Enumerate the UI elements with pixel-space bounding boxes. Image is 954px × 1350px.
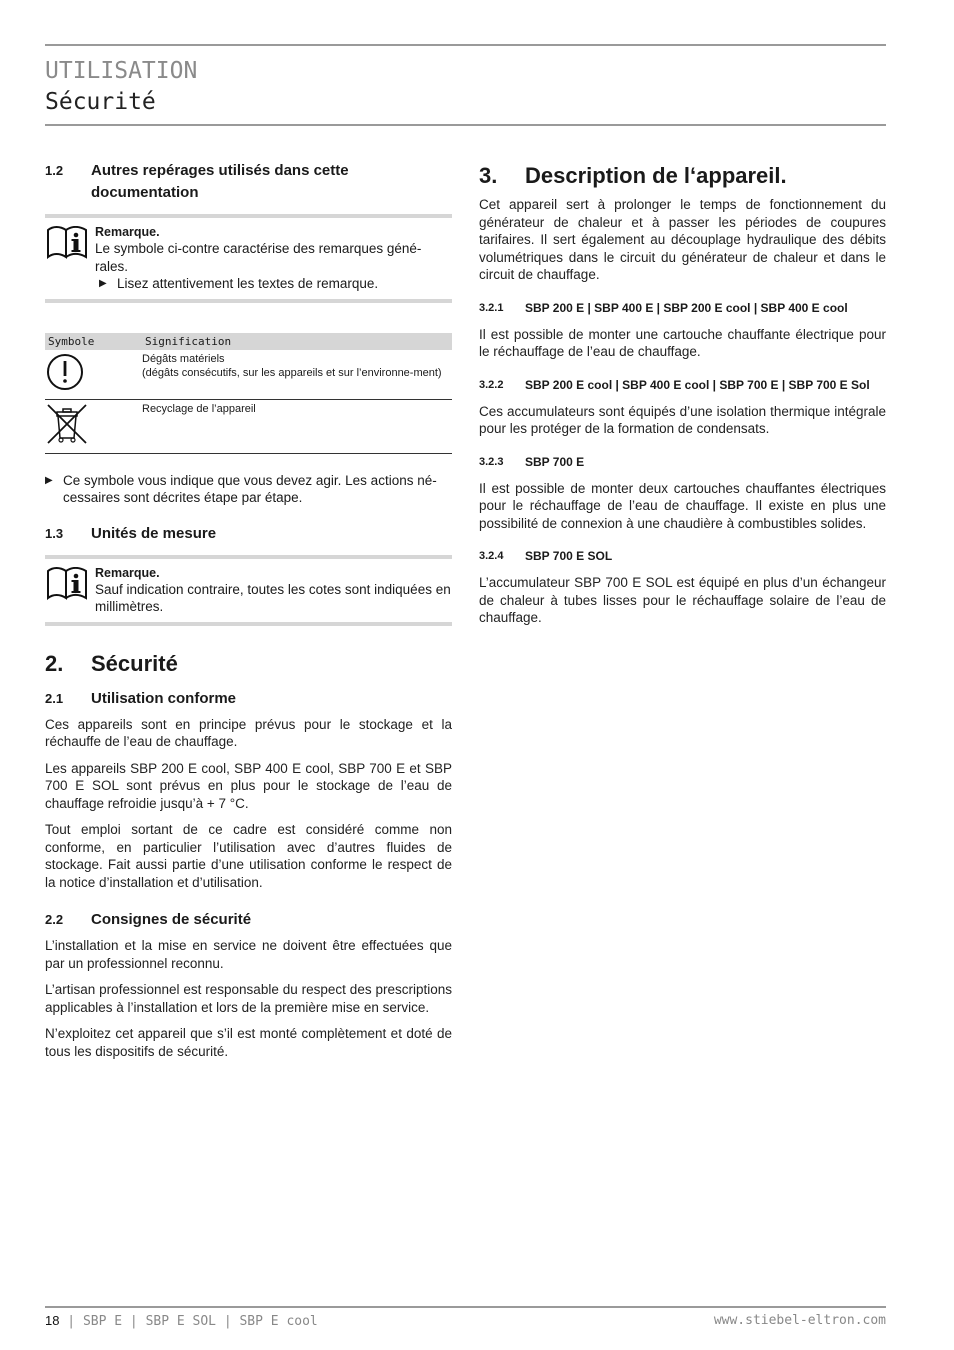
heading-3-2-1: [479, 300, 886, 316]
left-column: [45, 160, 452, 1069]
note-box: [45, 555, 452, 626]
heading-3-2-4: [479, 548, 886, 564]
right-column: [479, 160, 886, 636]
note-text: Le symbole ci-contre caractérise des remarques géné-rales.: [95, 241, 422, 274]
action-bullet-text: Ce symbole vous indique que vous devez agir. Les actions né-cessaires sont décrites étape par étape.: [63, 472, 437, 505]
paragraph: N’exploitez cet appareil que s’il est monté complètement et doté de tous les dispositifs de sécurité.: [45, 1026, 452, 1059]
table-row: [45, 399, 452, 453]
triangle-right-icon: ▶: [45, 474, 53, 486]
header-section-title: UTILISATION: [45, 58, 198, 84]
footer-models: | SBP E | SBP E SOL | SBP E cool: [67, 1314, 318, 1329]
paragraph: Tout emploi sortant de ce cadre est considéré comme non conforme, en particulier l’utilisation avec d’autres fluides de stockage. Fait aussi partie d’une utilisation conforme le respect de la notice d’installation et d’utilisation.: [45, 822, 452, 890]
heading-number: 3.2.1: [479, 301, 504, 314]
action-bullet: [45, 472, 452, 507]
paragraph: Les appareils SBP 200 E cool, SBP 400 E cool, SBP 700 E et SBP 700 E SOL sont prévus en plus pour le stockage de l’eau de chauffage refroidie jusqu’à + 7 °C.: [45, 760, 452, 811]
triangle-right-icon: ▶: [99, 278, 107, 289]
note-text: Sauf indication contraire, toutes les cotes sont indiquées en millimètres.: [95, 581, 451, 614]
row-title: Dégâts matériels: [142, 352, 225, 365]
heading-number: 3.2.3: [479, 455, 504, 468]
paragraph: L’accumulateur SBP 700 E SOL est équipé en plus d’un échangeur de chaleur à tubes lisses pour le réchauffage solaire de l’eau de chauffage.: [479, 575, 886, 625]
row-title: Recyclage de l’appareil: [142, 399, 452, 453]
page-header: [45, 44, 886, 126]
exclamation-circle-icon: [45, 350, 142, 400]
heading-number: 2.1: [45, 690, 64, 706]
table-header-meaning: Signification: [142, 333, 452, 350]
heading-title: Consignes de sécurité: [91, 911, 252, 928]
note-title: Remarque.: [95, 225, 160, 239]
page-footer: [45, 1306, 886, 1329]
heading-number: 1.3: [45, 525, 64, 541]
heading-title: SBP 200 E cool | SBP 400 E cool | SBP 700 E | SBP 700 E Sol: [525, 377, 870, 392]
heading-2-2: [45, 911, 452, 929]
heading-number: 3.2.4: [479, 550, 504, 562]
heading-2-1: [45, 690, 452, 708]
note-action: [95, 275, 452, 293]
heading-title: Utilisation conforme: [91, 689, 237, 707]
row-detail: (dégâts consécutifs, sur les appareils et sur l’environne-ment): [142, 366, 442, 379]
table-header-symbol: Symbole: [45, 333, 142, 350]
crossed-bin-icon: [45, 399, 142, 453]
paragraph: Ces accumulateurs sont équipés d’une isolation thermique intégrale pour les protéger de la formation de condensats.: [479, 403, 886, 436]
note-title: Remarque.: [95, 565, 160, 580]
paragraph: Il est possible de monter une cartouche chauffante électrique pour le réchauffage de l’eau de chauffage.: [479, 326, 886, 359]
heading-title: Description de l‘appareil.: [525, 163, 787, 188]
header-subsection-title: Sécurité: [45, 89, 156, 115]
paragraph: Il est possible de monter deux cartouches chauffantes électriques pour le réchauffage de l’eau de chauffage. Il existe en plus une possibilité de connexion à une chaudière à combustibles solides.: [479, 480, 886, 531]
heading-title: SBP 700 E SOL: [525, 549, 613, 563]
heading-title: Unités de mesure: [91, 524, 217, 542]
heading-3-2-3: [479, 454, 886, 470]
heading-number: 2.: [45, 650, 64, 676]
info-book-icon: [45, 565, 95, 616]
paragraph: Ces appareils sont en principe prévus pour le stockage et la réchauffe de l’eau de chauffage.: [45, 716, 452, 749]
page-number: 18: [45, 1313, 60, 1328]
heading-3-2-2: [479, 377, 886, 393]
symbol-table: [45, 333, 452, 454]
footer-left: [45, 1313, 318, 1329]
heading-number: 3.: [479, 163, 498, 188]
paragraph: L’installation et la mise en service ne doivent être effectuées que par un professionnel reconnu.: [45, 938, 452, 971]
heading-1-2: [45, 160, 452, 204]
note-action-text: Lisez attentivement les textes de remarque.: [117, 276, 379, 291]
heading-1-3: [45, 525, 452, 543]
heading-number: 2.2: [45, 912, 64, 927]
footer-url[interactable]: www.stiebel-eltron.com: [713, 1313, 886, 1328]
heading-2: [45, 650, 452, 678]
paragraph: Cet appareil sert à prolonger le temps de fonctionnement du générateur de chaleur et à passer les périodes de coupures tarifaires. Il sert également au découplage hydraulique des débits volumétriques dans le circuit du générateur de chaleur et dans le circuit de chauffage.: [479, 197, 886, 282]
table-row: [45, 350, 452, 400]
heading-number: 3.2.2: [479, 378, 504, 391]
heading-title: SBP 200 E | SBP 400 E | SBP 200 E cool | SBP 400 E cool: [525, 300, 848, 315]
heading-3: [479, 162, 886, 190]
info-book-icon: [45, 224, 95, 293]
note-box: [45, 214, 452, 303]
heading-title: SBP 700 E: [525, 454, 585, 469]
heading-title: Sécurité: [91, 650, 178, 676]
heading-number: 1.2: [45, 163, 64, 178]
paragraph: L’artisan professionnel est responsable du respect des prescriptions applicables à l’installation et lors de la première mise en service.: [45, 982, 452, 1015]
heading-title: Autres repérages utilisés dans cette documentation: [91, 162, 349, 201]
